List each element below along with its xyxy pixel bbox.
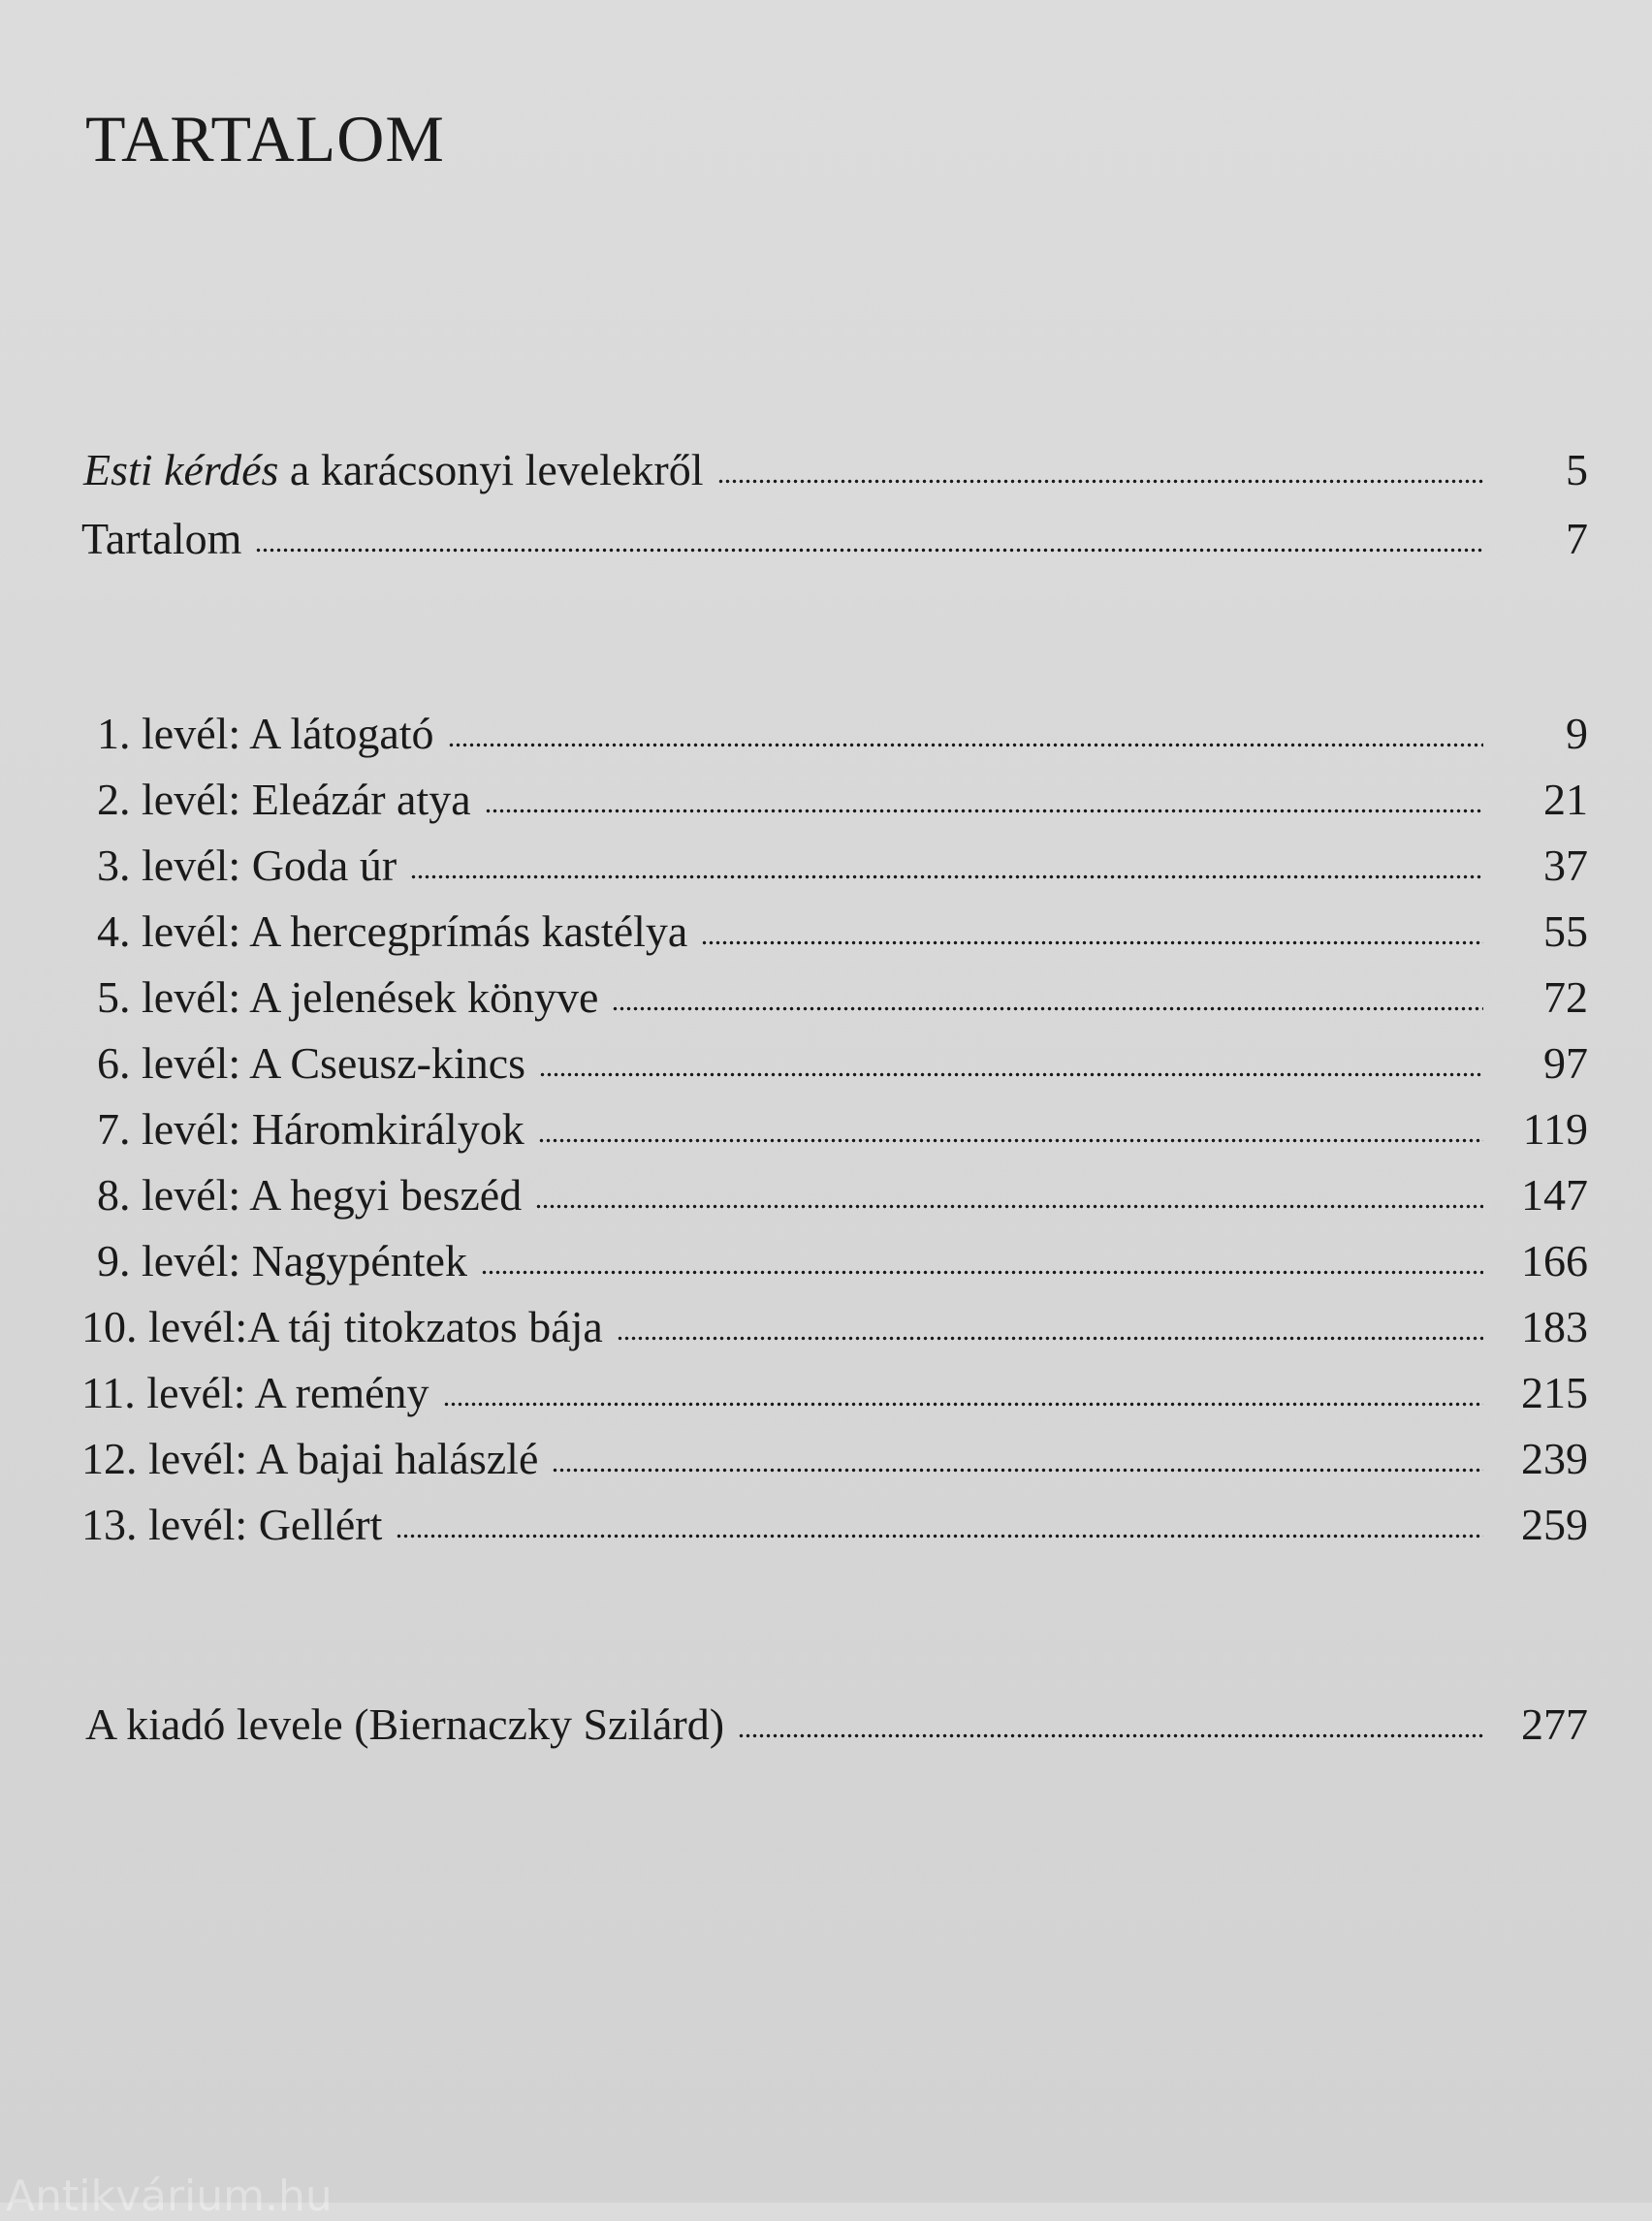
toc-entry-title bbox=[97, 1030, 539, 1097]
toc-entry-title bbox=[97, 1227, 481, 1295]
toc-entry-page: 5 bbox=[1566, 445, 1588, 494]
toc-entry-page: 7 bbox=[1566, 514, 1588, 563]
toc-entry-number: 13. levél: bbox=[81, 1500, 248, 1549]
toc-entry-title bbox=[97, 964, 612, 1031]
toc-entry-title-italic: Esti kérdés bbox=[83, 445, 279, 494]
toc-entry-name: A látogató bbox=[249, 709, 434, 758]
toc-entry-name: Gellért bbox=[258, 1500, 383, 1549]
toc-entry-page: 277 bbox=[1521, 1699, 1588, 1749]
toc-entry-number: 2. levél: bbox=[97, 775, 241, 824]
toc-entry-letter-11 bbox=[0, 1359, 1652, 1427]
leader-dots bbox=[612, 964, 1483, 1031]
leader-dots bbox=[535, 1161, 1483, 1229]
toc-entry-letter-4 bbox=[0, 898, 1652, 966]
toc-entry-page: 215 bbox=[1521, 1368, 1588, 1417]
toc-entry-page: 55 bbox=[1543, 906, 1588, 956]
leader-dots bbox=[552, 1425, 1483, 1493]
toc-entry-number: 1. levél: bbox=[97, 709, 241, 758]
leader-dots bbox=[448, 700, 1483, 768]
toc-entry-letter-3 bbox=[0, 832, 1652, 900]
toc-entry-name: A Cseusz-kincs bbox=[249, 1038, 526, 1088]
toc-entry-title bbox=[97, 766, 485, 834]
toc-entry-letter-1 bbox=[0, 700, 1652, 768]
toc-entry-title bbox=[97, 832, 410, 900]
toc-entry-title-rest: a karácsonyi levelekről bbox=[278, 445, 704, 494]
leader-dots bbox=[410, 832, 1483, 900]
leader-dots bbox=[738, 1691, 1483, 1759]
toc-entry-page: 21 bbox=[1543, 775, 1588, 824]
toc-entry-name: A hegyi beszéd bbox=[249, 1170, 523, 1220]
toc-entry-page: 147 bbox=[1521, 1170, 1588, 1220]
toc-entry-name: A remény bbox=[254, 1368, 429, 1417]
toc-entry-letter-5 bbox=[0, 964, 1652, 1031]
leader-dots bbox=[538, 1095, 1483, 1163]
toc-entry-title: Tartalom bbox=[81, 514, 242, 563]
toc-entry-name: Eleázár atya bbox=[251, 775, 471, 824]
leader-dots bbox=[396, 1491, 1483, 1559]
leader-dots bbox=[443, 1359, 1483, 1427]
toc-entry-letter-6 bbox=[0, 1030, 1652, 1097]
toc-entry-page: 259 bbox=[1521, 1500, 1588, 1549]
toc-entry-page: 72 bbox=[1543, 972, 1588, 1022]
toc-entry-number: 4. levél: bbox=[97, 906, 241, 956]
toc-entry-letter-10 bbox=[0, 1293, 1652, 1361]
toc-entry-letter-8 bbox=[0, 1161, 1652, 1229]
toc-entry-title bbox=[81, 1425, 552, 1493]
toc-entry-number: 9. levél: bbox=[97, 1236, 241, 1285]
toc-entry-number: 11. levél: bbox=[81, 1368, 246, 1417]
toc-entry-page: 119 bbox=[1522, 1104, 1588, 1154]
toc-entry-page: 183 bbox=[1521, 1302, 1588, 1351]
toc-entry-name: A táj titokzatos bája bbox=[247, 1302, 603, 1351]
toc-entry-title bbox=[83, 436, 717, 504]
toc-entry-tartalom bbox=[0, 505, 1652, 573]
leader-dots bbox=[255, 505, 1483, 573]
toc-entry-title bbox=[81, 1293, 617, 1361]
toc-entry-name: A hercegprímás kastélya bbox=[249, 906, 688, 956]
toc-entry-page: 37 bbox=[1543, 841, 1588, 890]
leader-dots bbox=[717, 436, 1483, 504]
toc-entry-number: 10. levél: bbox=[81, 1302, 248, 1351]
toc-entry-letter-12 bbox=[0, 1425, 1652, 1493]
leader-dots bbox=[617, 1293, 1483, 1361]
toc-entry-esti-kerdes bbox=[0, 436, 1652, 504]
toc-entry-title bbox=[97, 1161, 535, 1229]
toc-entry-name: Goda úr bbox=[251, 841, 397, 890]
page-title: TARTALOM bbox=[85, 102, 445, 175]
toc-entry-title bbox=[97, 700, 448, 768]
toc-entry-number: 7. levél: bbox=[97, 1104, 241, 1154]
toc-entry-page: 239 bbox=[1521, 1434, 1588, 1483]
toc-entry-page: 9 bbox=[1566, 709, 1588, 758]
toc-entry-name: A jelenések könyve bbox=[249, 972, 599, 1022]
leader-dots bbox=[539, 1030, 1483, 1097]
toc-entry-title: A kiadó levele (Biernaczky Szilárd) bbox=[85, 1699, 725, 1749]
toc-entry-letter-13 bbox=[0, 1491, 1652, 1559]
toc-entry-title bbox=[97, 1095, 538, 1163]
leader-dots bbox=[481, 1227, 1483, 1295]
toc-entry-page: 97 bbox=[1543, 1038, 1588, 1088]
toc-entry-letter-9 bbox=[0, 1227, 1652, 1295]
toc-entry-title bbox=[81, 1491, 396, 1559]
toc-entry-kiado-levele bbox=[0, 1691, 1652, 1759]
toc-entry-letter-7 bbox=[0, 1095, 1652, 1163]
leader-dots bbox=[701, 898, 1483, 966]
toc-entry-title bbox=[81, 1359, 443, 1427]
toc-entry-number: 6. levél: bbox=[97, 1038, 241, 1088]
toc-entry-name: Nagypéntek bbox=[251, 1236, 467, 1285]
toc-entry-number: 8. levél: bbox=[97, 1170, 241, 1220]
toc-entry-number: 12. levél: bbox=[81, 1434, 248, 1483]
toc-entry-name: A bajai halászlé bbox=[256, 1434, 539, 1483]
toc-entry-page: 166 bbox=[1521, 1236, 1588, 1285]
toc-entry-number: 3. levél: bbox=[97, 841, 241, 890]
toc-entry-name: Háromkirályok bbox=[251, 1104, 524, 1154]
toc-entry-title bbox=[97, 898, 701, 966]
leader-dots bbox=[485, 766, 1483, 834]
toc-entry-number: 5. levél: bbox=[97, 972, 241, 1022]
toc-entry-letter-2 bbox=[0, 766, 1652, 834]
watermark: Antikvárium.hu bbox=[6, 2172, 333, 2221]
